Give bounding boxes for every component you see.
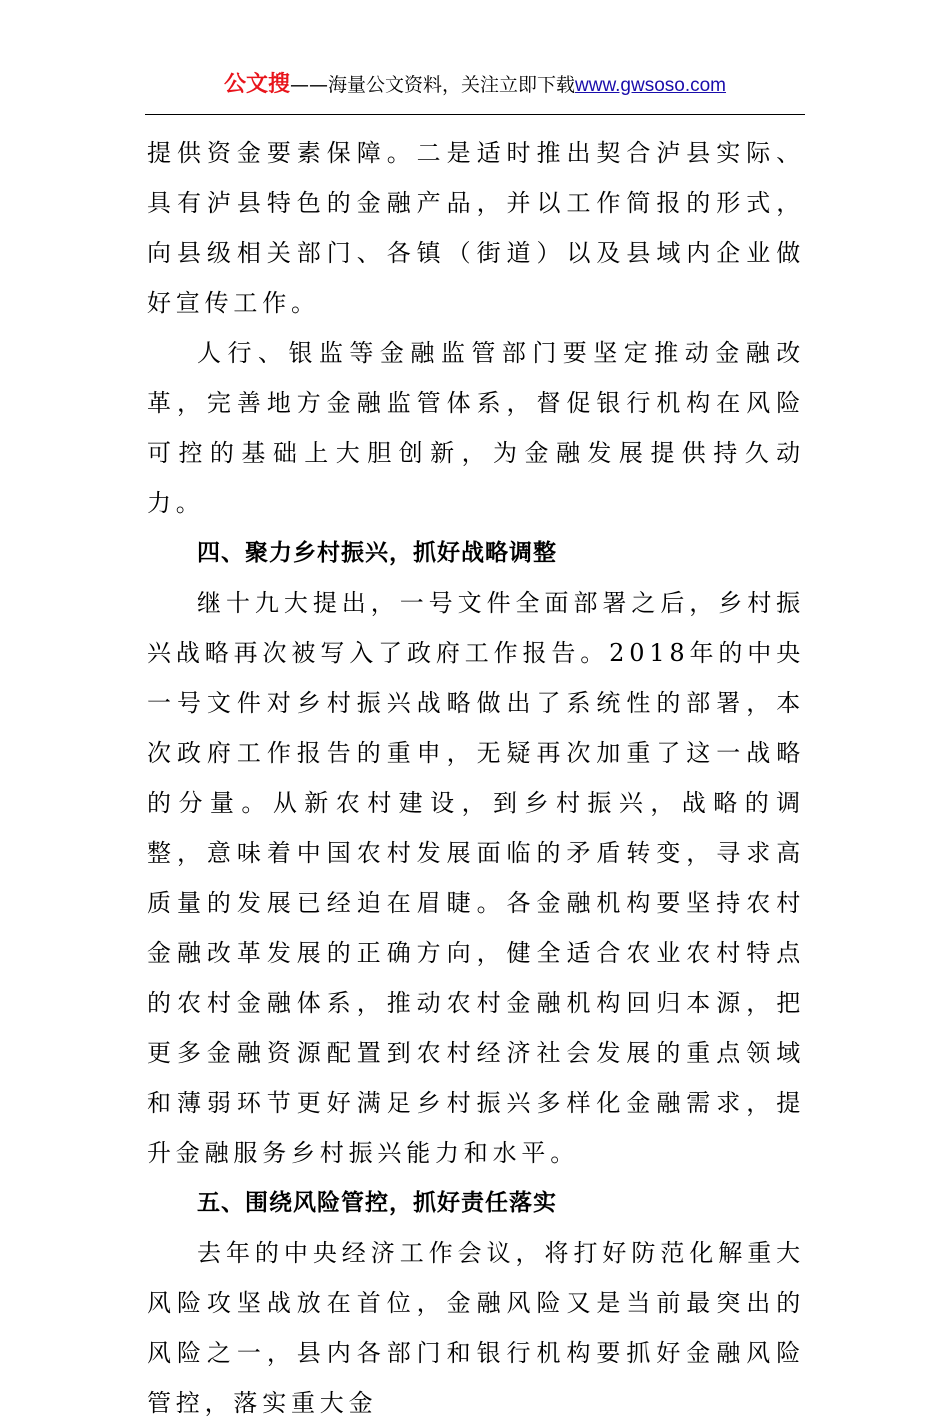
paragraph-regulation: 人行、银监等金融监管部门要坚定推动金融改革，完善地方金融监管体系，督促银行机构在风险可控的基础上大胆创新，为金融发展提供持久动力。 <box>147 339 805 517</box>
document-body <box>147 128 805 1428</box>
paragraph-risk-control: 去年的中央经济工作会议，将打好防范化解重大风险攻坚战放在首位，金融风险又是当前最突出的风险之一，县内各部门和银行机构要抓好金融风险管控，落实重大金 <box>147 1239 805 1417</box>
section-heading-4: 四、聚力乡村振兴，抓好战略调整 <box>197 540 557 566</box>
paragraph-continued: 提供资金要素保障。二是适时推出契合泸县实际、具有泸县特色的金融产品，并以工作简报的形式，向县级相关部门、各镇（街道）以及县域内企业做好宣传工作。 <box>147 139 805 317</box>
section-heading-5: 五、围绕风险管控，抓好责任落实 <box>197 1190 557 1216</box>
page-header <box>145 70 805 101</box>
header-divider <box>145 114 805 115</box>
brand-logo-text[interactable]: 公文搜 <box>223 72 290 97</box>
website-link[interactable]: www.gwsoso.com <box>575 75 727 96</box>
header-tagline: ——海量公文资料，关注立即下载 <box>290 74 576 96</box>
paragraph-rural-revitalization: 继十九大提出，一号文件全面部署之后，乡村振兴战略再次被写入了政府工作报告。2018年的中央一号文件对乡村振兴战略做出了系统性的部署，本次政府工作报告的重申，无疑再次加重了这一战略的分量。从新农村建设，到乡村振兴，战略的调整，意味着中国农村发展面临的矛盾转变，寻求高质量的发展已经迫在眉睫。各金融机构要坚持农村金融改革发展的正确方向，健全适合农业农村特点的农村金融体系，推动农村金融机构回归本源，把更多金融资源配置到农村经济社会发展的重点领域和薄弱环节更好满足乡村振兴多样化金融需求，提升金融服务乡村振兴能力和水平。 <box>147 589 805 1167</box>
